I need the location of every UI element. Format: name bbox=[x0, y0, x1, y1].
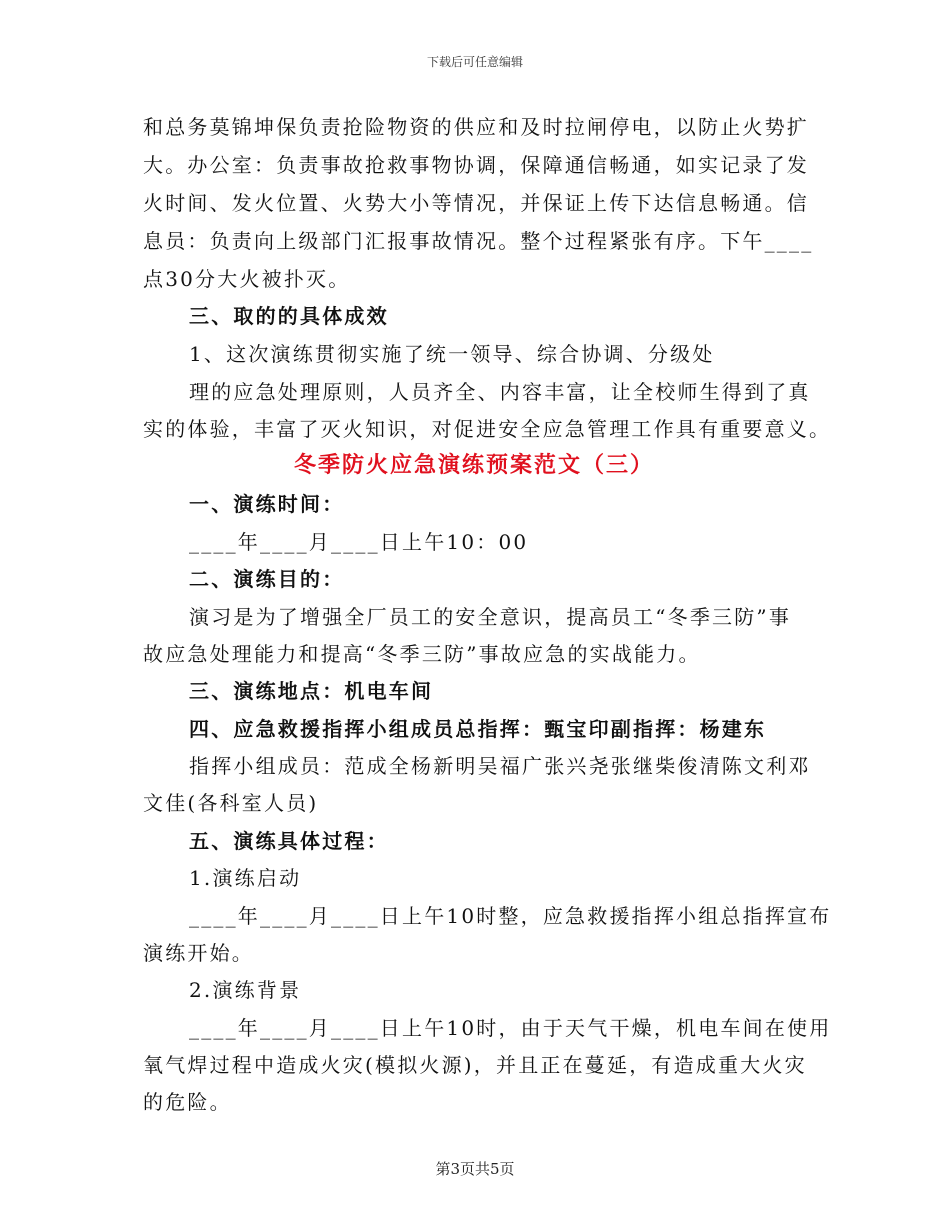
paragraph-line: ____年____月____日上午10时整，应急救援指挥小组总指挥宣布 bbox=[189, 904, 832, 928]
paragraph-line: 演习是为了增强全厂员工的安全意识，提高员工“冬季三防”事 bbox=[189, 605, 792, 629]
section-heading: 三、演练地点：机电车间 bbox=[189, 679, 434, 703]
paragraph-line: 火时间、发火位置、火势大小等情况，并保证上传下达信息畅通。信 bbox=[143, 191, 809, 215]
paragraph-line: 和总务莫锦坤保负责抢险物资的供应和及时拉闸停电，以防止火势扩 bbox=[143, 115, 809, 139]
document-title: 冬季防火应急演练预案范文（三） bbox=[293, 452, 654, 478]
paragraph-line: 文佳(各科室人员) bbox=[143, 791, 319, 815]
paragraph-line: 1、这次演练贯彻实施了统一领导、综合协调、分级处 bbox=[189, 342, 715, 366]
paragraph-line: ____年____月____日上午10：00 bbox=[189, 530, 529, 554]
paragraph-line: 故应急处理能力和提高“冬季三防”事故应急的实战能力。 bbox=[143, 642, 701, 666]
paragraph-line: 氧气焊过程中造成火灾(模拟火源)，并且正在蔓延，有造成重大火灾 bbox=[143, 1053, 807, 1077]
paragraph-line: ____年____月____日上午10时，由于天气干燥，机电车间在使用 bbox=[189, 1016, 832, 1040]
section-heading: 一、演练时间： bbox=[189, 492, 345, 516]
paragraph-line: 理的应急处理原则，人员齐全、内容丰富，让全校师生得到了真 bbox=[189, 380, 811, 404]
step-title: 2.演练背景 bbox=[189, 978, 302, 1002]
section-heading: 四、应急救援指挥小组成员总指挥：甄宝印副指挥：杨建东 bbox=[189, 717, 767, 741]
paragraph-line: 大。办公室：负责事故抢救事物协调，保障通信畅通，如实记录了发 bbox=[143, 153, 809, 177]
section-heading: 二、演练目的： bbox=[189, 567, 345, 591]
paragraph-line: 息员：负责向上级部门汇报事故情况。整个过程紧张有序。下午____ bbox=[143, 229, 814, 253]
page-header: 下载后可任意编辑 bbox=[426, 55, 523, 69]
page-footer: 第3页共5页 bbox=[435, 1160, 515, 1178]
section-heading: 三、取的的具体成效 bbox=[189, 304, 389, 328]
paragraph-line: 点30分大火被扑灭。 bbox=[143, 267, 351, 291]
step-title: 1.演练启动 bbox=[189, 866, 302, 890]
paragraph-line: 演练开始。 bbox=[143, 941, 254, 965]
paragraph-line: 的危险。 bbox=[143, 1090, 232, 1114]
paragraph-line: 实的体验，丰富了灭火知识，对促进安全应急管理工作具有重要意义。 bbox=[143, 417, 832, 441]
paragraph-line: 指挥小组成员：范成全杨新明吴福广张兴尧张继柴俊清陈文利邓 bbox=[189, 754, 811, 778]
section-heading: 五、演练具体过程： bbox=[189, 829, 389, 853]
